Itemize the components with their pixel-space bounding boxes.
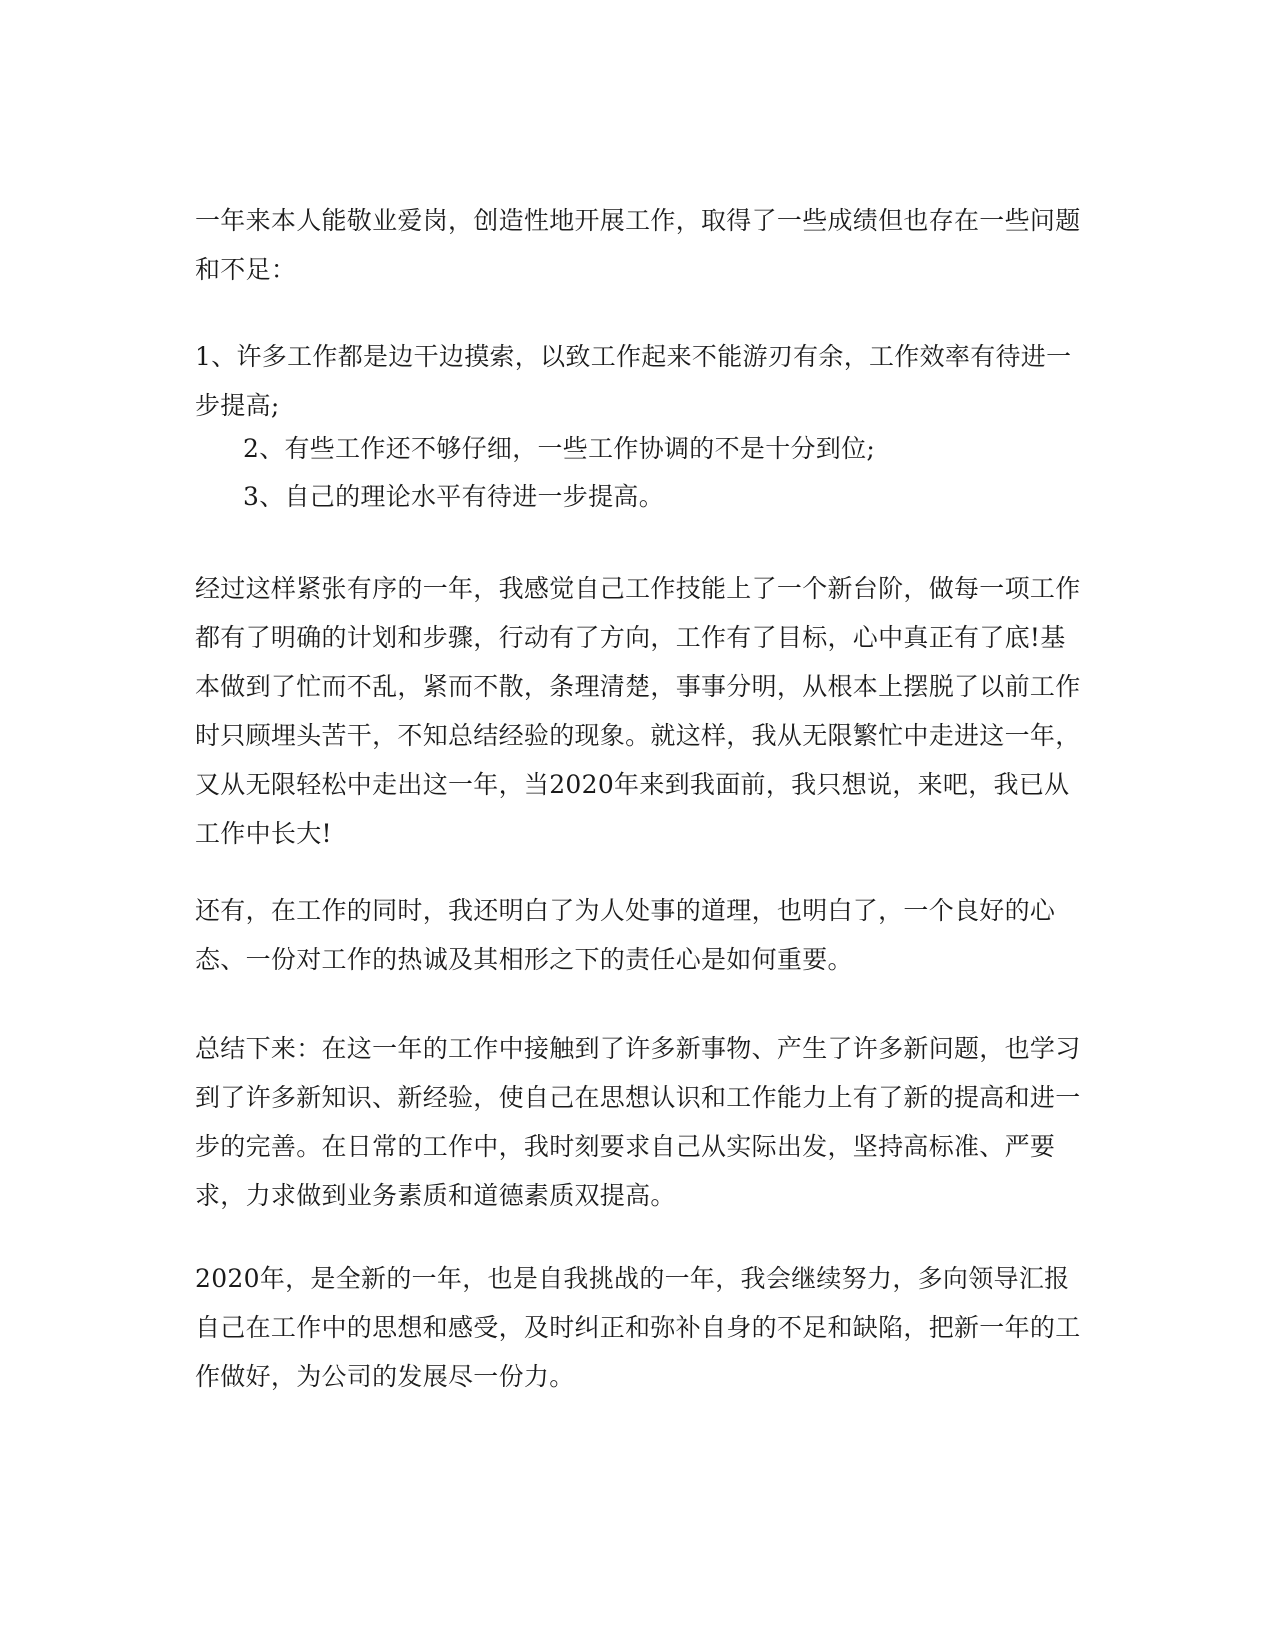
- summary-paragraph: 总结下来：在这一年的工作中接触到了许多新事物、产生了许多新问题，也学习到了许多新知识、新经验，使自己在思想认识和工作能力上有了新的提高和进一步的完善。在日常的工作中，我时刻要求自己从实际出发，坚持高标准、严要求，力求做到业务素质和道德素质双提高。: [195, 1034, 1081, 1210]
- list-item-3: 3、自己的理论水平有待进一步提高。: [243, 482, 665, 511]
- list-item-1: 1、许多工作都是边干边摸索，以致工作起来不能游刃有余，工作效率有待进一步提高;: [195, 342, 1072, 420]
- reflection-paragraph: 经过这样紧张有序的一年，我感觉自己工作技能上了一个新台阶，做每一项工作都有了明确的计划和步骤，行动有了方向，工作有了目标，心中真正有了底!基本做到了忙而不乱，紧而不散，条理清楚，事事分明，从根本上摆脱了以前工作时只顾埋头苦干，不知总结经验的现象。就这样，我从无限繁忙中走进这一年，又从无限轻松中走出这一年，当2020年来到我面前，我只想说，来吧，我已从工作中长大!: [195, 574, 1081, 848]
- outlook-paragraph: 2020年，是全新的一年，也是自我挑战的一年，我会继续努力，多向领导汇报自己在工作中的思想和感受，及时纠正和弥补自身的不足和缺陷，把新一年的工作做好，为公司的发展尽一份力。: [195, 1264, 1081, 1391]
- list-item-2: 2、有些工作还不够仔细，一些工作协调的不是十分到位;: [243, 434, 876, 463]
- attitude-paragraph: 还有，在工作的同时，我还明白了为人处事的道理，也明白了，一个良好的心态、一份对工作的热诚及其相形之下的责任心是如何重要。: [195, 896, 1056, 974]
- intro-paragraph: 一年来本人能敬业爱岗，创造性地开展工作，取得了一些成绩但也存在一些问题和不足：: [195, 206, 1081, 284]
